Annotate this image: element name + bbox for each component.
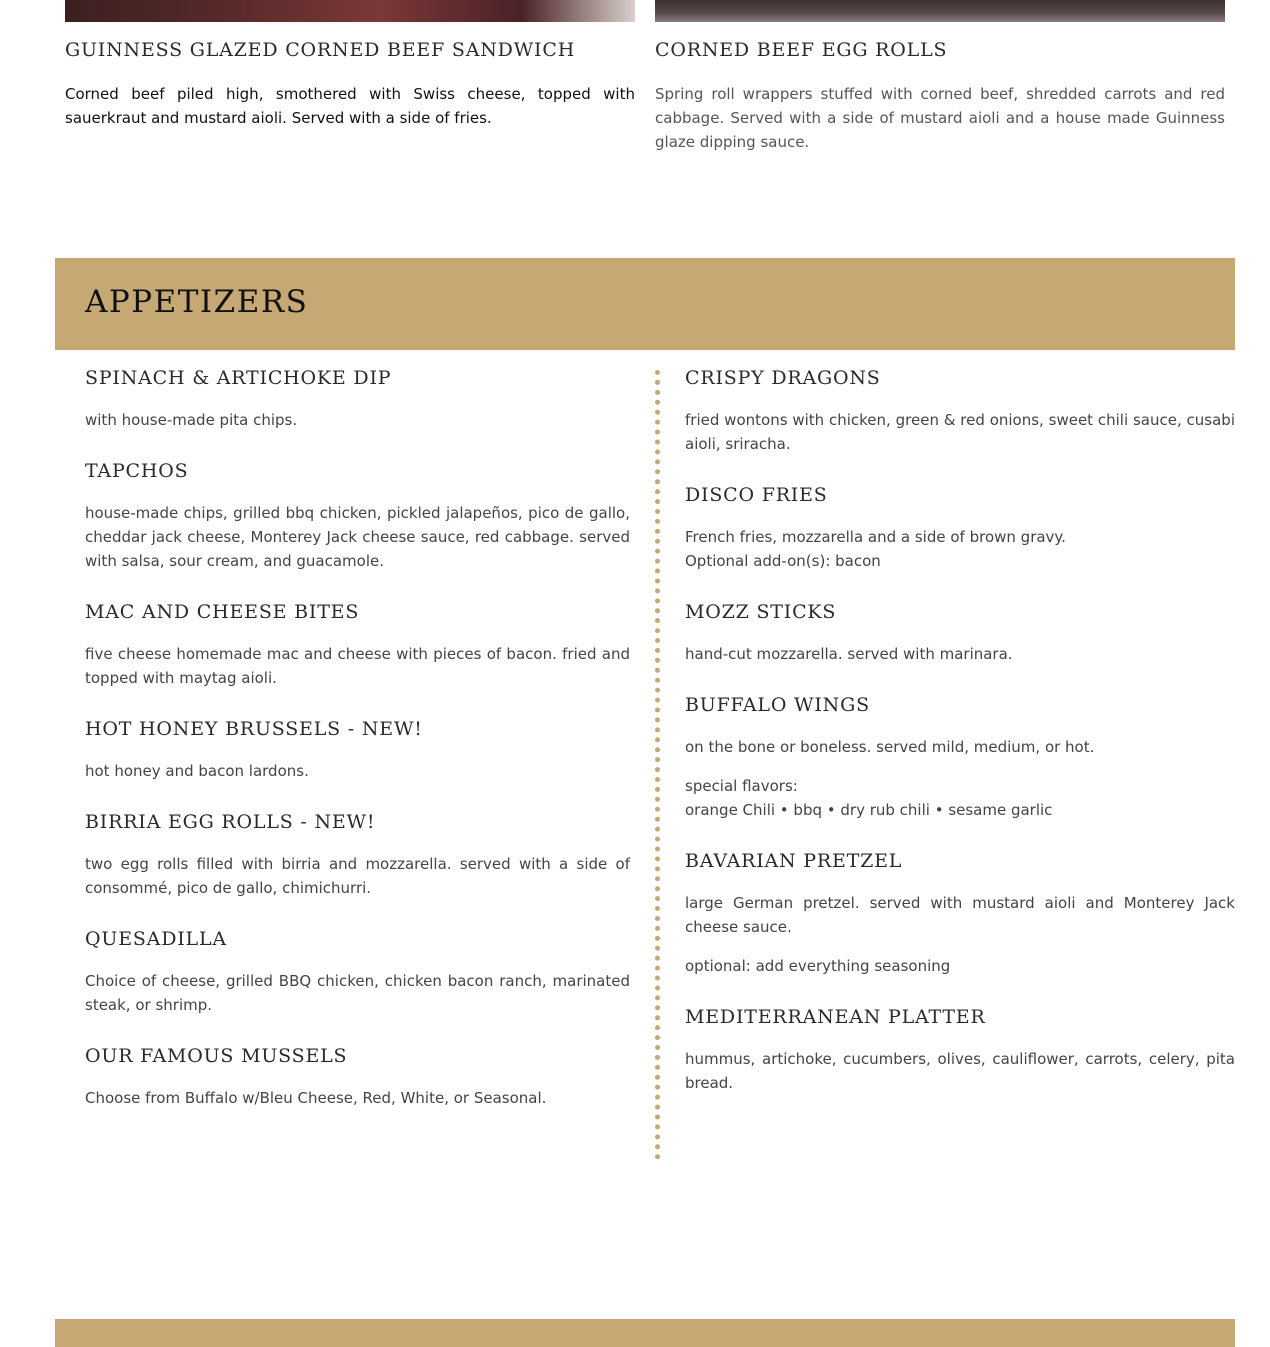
menu-column-left xyxy=(85,366,630,1137)
menu-column-right xyxy=(685,366,1235,1122)
menu-item xyxy=(685,1005,1235,1095)
menu-item-desc: fried wontons with chicken, green & red onions, sweet chili sauce, cusabi aioli, sriracha. xyxy=(685,411,1235,453)
menu-item-extra: optional: add everything seasoning xyxy=(685,957,951,975)
menu-item xyxy=(685,366,1235,456)
menu-item-desc: hot honey and bacon lardons. xyxy=(85,762,309,780)
menu-item-title: CRISPY DRAGONS xyxy=(685,367,881,389)
menu-item-title: TAPCHOS xyxy=(85,460,189,482)
menu-item xyxy=(85,927,630,1017)
featured-item-sandwich xyxy=(65,38,635,130)
menu-item-desc: Choose from Buffalo w/Bleu Cheese, Red, White, or Seasonal. xyxy=(85,1089,547,1107)
section-title: APPETIZERS xyxy=(85,284,309,320)
menu-item-title: MOZZ STICKS xyxy=(685,601,837,623)
menu-item-title: MEDITERRANEAN PLATTER xyxy=(685,1006,986,1028)
menu-item-desc: five cheese homemade mac and cheese with pieces of bacon. fried and topped with maytag aioli. xyxy=(85,645,630,687)
menu-item-title: MAC AND CHEESE BITES xyxy=(85,601,360,623)
egg-rolls-photo xyxy=(655,0,1225,22)
menu-item-title: BAVARIAN PRETZEL xyxy=(685,850,903,872)
menu-item-title: SPINACH & ARTICHOKE DIP xyxy=(85,367,392,389)
menu-item-desc: two egg rolls filled with birria and mozzarella. served with a side of consommé, pico de gallo, chimichurri. xyxy=(85,855,630,897)
menu-item-title: BIRRIA EGG ROLLS - NEW! xyxy=(85,811,376,833)
menu-item xyxy=(85,810,630,900)
menu-item xyxy=(685,849,1235,978)
menu-item-title: OUR FAMOUS MUSSELS xyxy=(85,1045,348,1067)
menu-item-extra-value: orange Chili • bbq • dry rub chili • sesame garlic xyxy=(685,801,1053,819)
featured-item-title: CORNED BEEF EGG ROLLS xyxy=(655,39,948,61)
menu-item xyxy=(85,717,630,783)
menu-item-addon: Optional add-on(s): bacon xyxy=(685,552,881,570)
menu-item-desc: French fries, mozzarella and a side of brown gravy. xyxy=(685,528,1066,546)
menu-item-desc: Choice of cheese, grilled BBQ chicken, chicken bacon ranch, marinated steak, or shrimp. xyxy=(85,972,630,1014)
menu-item xyxy=(85,366,630,432)
menu-item xyxy=(85,1044,630,1110)
featured-item-desc: Corned beef piled high, smothered with Swiss cheese, topped with sauerkraut and mustard aioli. Served with a side of fries. xyxy=(65,85,635,127)
menu-item-desc: hand-cut mozzarella. served with marinara. xyxy=(685,645,1013,663)
menu-item-extra-label: special flavors: xyxy=(685,777,798,795)
menu-item-desc: hummus, artichoke, cucumbers, olives, cauliflower, carrots, celery, pita bread. xyxy=(685,1050,1235,1092)
featured-item-title: GUINNESS GLAZED CORNED BEEF SANDWICH xyxy=(65,39,576,61)
menu-item-title: DISCO FRIES xyxy=(685,484,828,506)
featured-item-egg-rolls xyxy=(655,38,1225,154)
menu-item xyxy=(85,459,630,573)
column-divider xyxy=(655,370,660,1160)
menu-item-title: QUESADILLA xyxy=(85,928,227,950)
menu-item-desc: house-made chips, grilled bbq chicken, pickled jalapeños, pico de gallo, cheddar jack cheese, Monterey Jack cheese sauce, red cabbage. served with salsa, sour cream, and guacamole. xyxy=(85,504,630,570)
menu-item xyxy=(685,600,1235,666)
menu-item xyxy=(85,600,630,690)
menu-item-title: HOT HONEY BRUSSELS - NEW! xyxy=(85,718,423,740)
menu-item-desc: with house-made pita chips. xyxy=(85,411,298,429)
menu-item-desc: on the bone or boneless. served mild, medium, or hot. xyxy=(685,738,1095,756)
next-section-banner xyxy=(55,1319,1235,1347)
sandwich-photo xyxy=(65,0,635,22)
menu-item xyxy=(685,693,1235,822)
featured-item-desc: Spring roll wrappers stuffed with corned beef, shredded carrots and red cabbage. Served with a side of mustard aioli and a house made Guinness glaze dipping sauce. xyxy=(655,85,1225,151)
appetizers-banner xyxy=(55,258,1235,350)
menu-item xyxy=(685,483,1235,573)
menu-item-title: BUFFALO WINGS xyxy=(685,694,870,716)
menu-item-desc: large German pretzel. served with mustard aioli and Monterey Jack cheese sauce. xyxy=(685,894,1235,936)
